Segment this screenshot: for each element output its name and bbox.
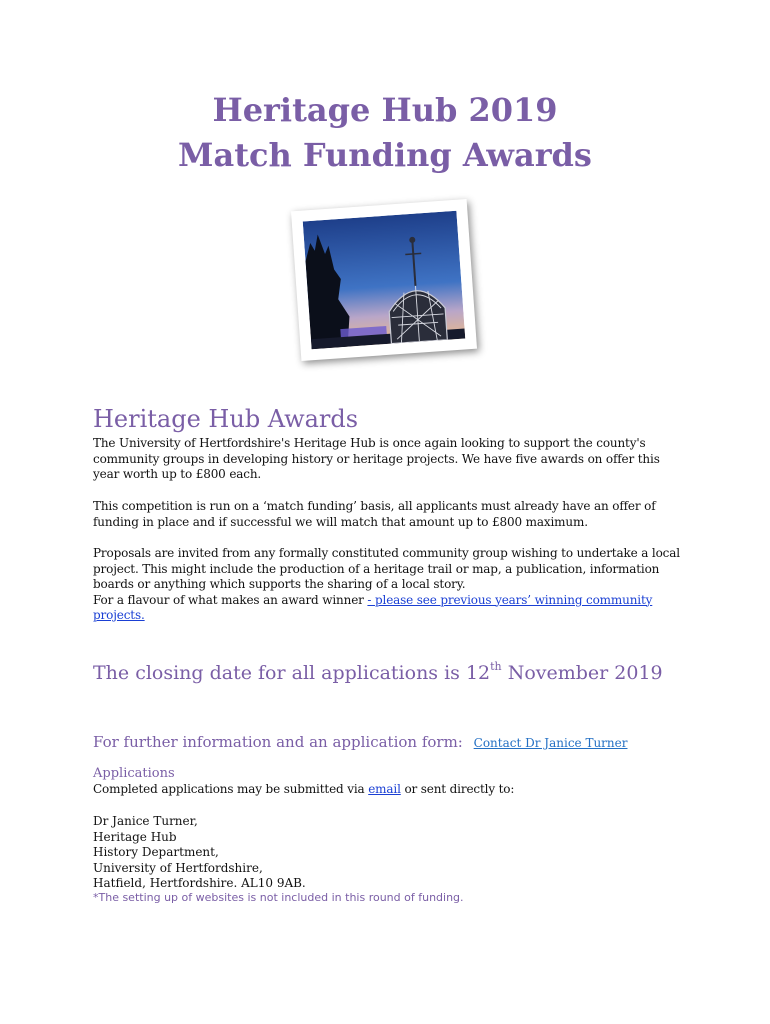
address-line: Heritage Hub — [93, 829, 177, 844]
winning-projects-link[interactable]: - please see previous years’ winning community projects. — [93, 592, 653, 622]
address-line: University of Hertfordshire, — [93, 860, 263, 875]
email-link[interactable]: email — [368, 782, 401, 796]
contact-link[interactable]: Contact Dr Janice Turner — [473, 736, 628, 750]
further-text: For further information and an application form: — [93, 733, 463, 751]
applications-heading: Applications — [93, 766, 175, 781]
address-line: History Department, — [93, 845, 219, 859]
further-information — [93, 732, 627, 753]
document-title — [0, 88, 770, 178]
heritage-photo — [291, 199, 477, 361]
flavour-text: For a flavour of what makes an award winner — [93, 592, 368, 607]
closing-date-heading — [93, 654, 693, 686]
closing-superscript: th — [490, 660, 502, 673]
applications-text — [93, 782, 683, 798]
websites-note: *The setting up of websites is not included in this round of funding. — [93, 891, 464, 904]
awards-paragraph-3 — [93, 546, 683, 624]
closing-text-before: The closing date for all applications is 12 — [93, 662, 491, 684]
awards-paragraph-1: The University of Hertfordshire's Heritage Hub is once again looking to support the county's community groups in developing history or heritage projects. We have five awards on offer this year worth up to £800 each. — [93, 436, 660, 481]
address-line: Hatfield, Hertfordshire. AL10 9AB. — [93, 876, 306, 890]
heritage-dome-photo-icon — [303, 211, 466, 349]
awards-heading: Heritage Hub Awards — [93, 405, 359, 433]
title-line-2: Match Funding Awards — [178, 136, 592, 174]
awards-paragraph-2: This competition is run on a ‘match funding’ basis, all applicants must already have an offer of funding in place and if successful we will match that amount up to £800 maximum. — [93, 499, 656, 529]
postal-address — [93, 814, 306, 892]
awards-paragraph-3-text: Proposals are invited from any formally constituted community group wishing to undertake a local project. This might include the production of a heritage trail or map, a publication, information boards or anything which supports the sharing of a local story. — [93, 546, 680, 591]
title-line-1: Heritage Hub 2019 — [212, 91, 558, 129]
closing-text-after: November 2019 — [501, 662, 663, 684]
applications-text-after: or sent directly to: — [400, 782, 515, 796]
applications-text-before: Completed applications may be submitted via — [93, 782, 369, 796]
address-line: Dr Janice Turner, — [93, 814, 198, 828]
